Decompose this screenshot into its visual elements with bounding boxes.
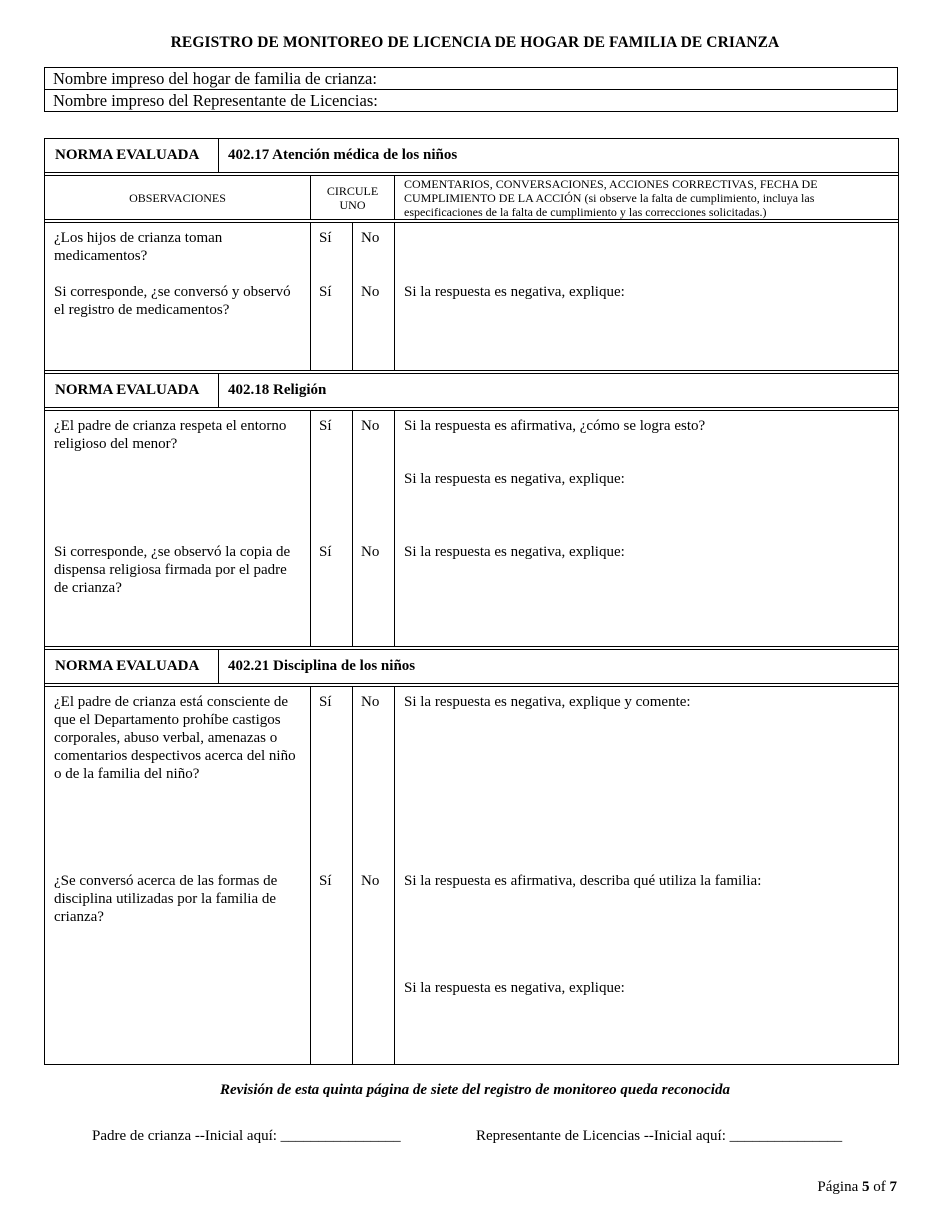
section-402-17-body (45, 223, 899, 371)
comment-prompt: Si la respuesta es afirmativa, ¿cómo se logra esto? (404, 418, 706, 434)
section-402-18-body (45, 411, 899, 647)
comment-prompt: Si la respuesta es negativa, explique: (404, 284, 625, 300)
comment-prompt: Si la respuesta es negativa, explique: (404, 544, 625, 560)
yes-option[interactable]: Sí (319, 544, 332, 560)
norm-label: NORMA EVALUADA (45, 139, 219, 173)
circle-one-header (311, 176, 395, 220)
comment-prompt: Si la respuesta es negativa, explique y comente: (404, 694, 691, 710)
comments-cell[interactable] (395, 687, 899, 1065)
section-402-21-body (45, 687, 899, 1065)
comments-header-1: COMENTARIOS, CONVERSACIONES, ACCIONES CORRECTIVAS, FECHA DE (404, 177, 818, 191)
norm-title-402-17: 402.17 Atención médica de los niños (219, 139, 899, 173)
foster-home-name-field[interactable]: Nombre impreso del hogar de familia de crianza: (53, 69, 377, 88)
page-prefix: Página (817, 1179, 859, 1195)
yes-option[interactable]: Sí (319, 873, 332, 889)
comments-header-2: CUMPLIMIENTO DE LA ACCIÓN (si observe la falta de cumplimiento, incluya las (404, 191, 815, 205)
no-cell (353, 411, 395, 647)
comments-cell[interactable] (395, 411, 899, 647)
observations-header: OBSERVACIONES (45, 176, 311, 220)
no-option[interactable]: No (361, 873, 380, 889)
yes-option[interactable]: Sí (319, 230, 332, 246)
norm-row-402-21 (45, 650, 899, 684)
yes-cell (311, 411, 353, 647)
yes-option[interactable]: Sí (319, 418, 332, 434)
foster-parent-initials-field[interactable]: Padre de crianza --Inicial aquí: ________________ (92, 1128, 401, 1144)
norm-title-402-18: 402.18 Religión (219, 374, 899, 408)
comment-prompt: Si la respuesta es afirmativa, describa qué utiliza la familia: (404, 873, 762, 889)
acknowledgement-text: Revisión de esta quinta página de siete del registro de monitoreo queda reconocida (220, 1082, 730, 1098)
no-option[interactable]: No (361, 544, 380, 560)
yes-cell (311, 687, 353, 1065)
licensing-rep-initials-field[interactable]: Representante de Licencias --Inicial aquí: _______________ (476, 1128, 843, 1144)
names-box (44, 67, 898, 112)
question-discipline-forms: ¿Se conversó acerca de las formas de disciplina utilizadas por la familia de crianza? (54, 873, 278, 925)
comments-header (395, 176, 899, 220)
evaluation-table (44, 138, 899, 1065)
observation-cell (45, 223, 311, 371)
yes-cell (311, 223, 353, 371)
no-option[interactable]: No (361, 230, 380, 246)
no-option[interactable]: No (361, 284, 380, 300)
norm-label: NORMA EVALUADA (45, 374, 219, 408)
comments-header-3: especificaciones de la falta de cumplimiento y las correcciones solicitadas.) (404, 205, 767, 219)
observation-cell (45, 411, 311, 647)
no-option[interactable]: No (361, 418, 380, 434)
norm-label: NORMA EVALUADA (45, 650, 219, 684)
header-row (45, 176, 899, 220)
page-total: 7 (889, 1179, 897, 1195)
question-medication: ¿Los hijos de crianza toman medicamentos? (54, 230, 223, 264)
page-title: REGISTRO DE MONITOREO DE LICENCIA DE HOGAR DE FAMILIA DE CRIANZA (170, 34, 780, 51)
question-religion: ¿El padre de crianza respeta el entorno religioso del menor? (54, 418, 287, 452)
page-current: 5 (862, 1179, 870, 1195)
yes-option[interactable]: Sí (319, 694, 332, 710)
comment-prompt: Si la respuesta es negativa, explique: (404, 471, 625, 487)
page-of: of (873, 1179, 886, 1195)
licensing-rep-name-field[interactable]: Nombre impreso del Representante de Licencias: (45, 89, 897, 111)
no-cell (353, 223, 395, 371)
norm-row-402-17 (45, 139, 899, 173)
yes-option[interactable]: Sí (319, 284, 332, 300)
circle-one-label-2: UNO (339, 197, 366, 212)
norm-row-402-18 (45, 374, 899, 408)
comments-cell[interactable] (395, 223, 899, 371)
question-discipline-awareness: ¿El padre de crianza está consciente de que el Departamento prohíbe castigos corporales, abuso verbal, amenazas o comentarios despectivos acerca del niño o de la familia del niño? (54, 694, 296, 782)
no-cell (353, 687, 395, 1065)
comment-prompt: Si la respuesta es negativa, explique: (404, 980, 625, 996)
question-medication-log: Si corresponde, ¿se conversó y observó el registro de medicamentos? (54, 284, 291, 318)
circle-one-label-1: CIRCULE (326, 183, 379, 198)
question-religious-waiver: Si corresponde, ¿se observó la copia de dispensa religiosa firmada por el padre de crianza? (54, 544, 291, 596)
page-number (817, 1179, 897, 1196)
no-option[interactable]: No (361, 694, 380, 710)
observation-cell (45, 687, 311, 1065)
norm-title-402-21: 402.21 Disciplina de los niños (219, 650, 899, 684)
